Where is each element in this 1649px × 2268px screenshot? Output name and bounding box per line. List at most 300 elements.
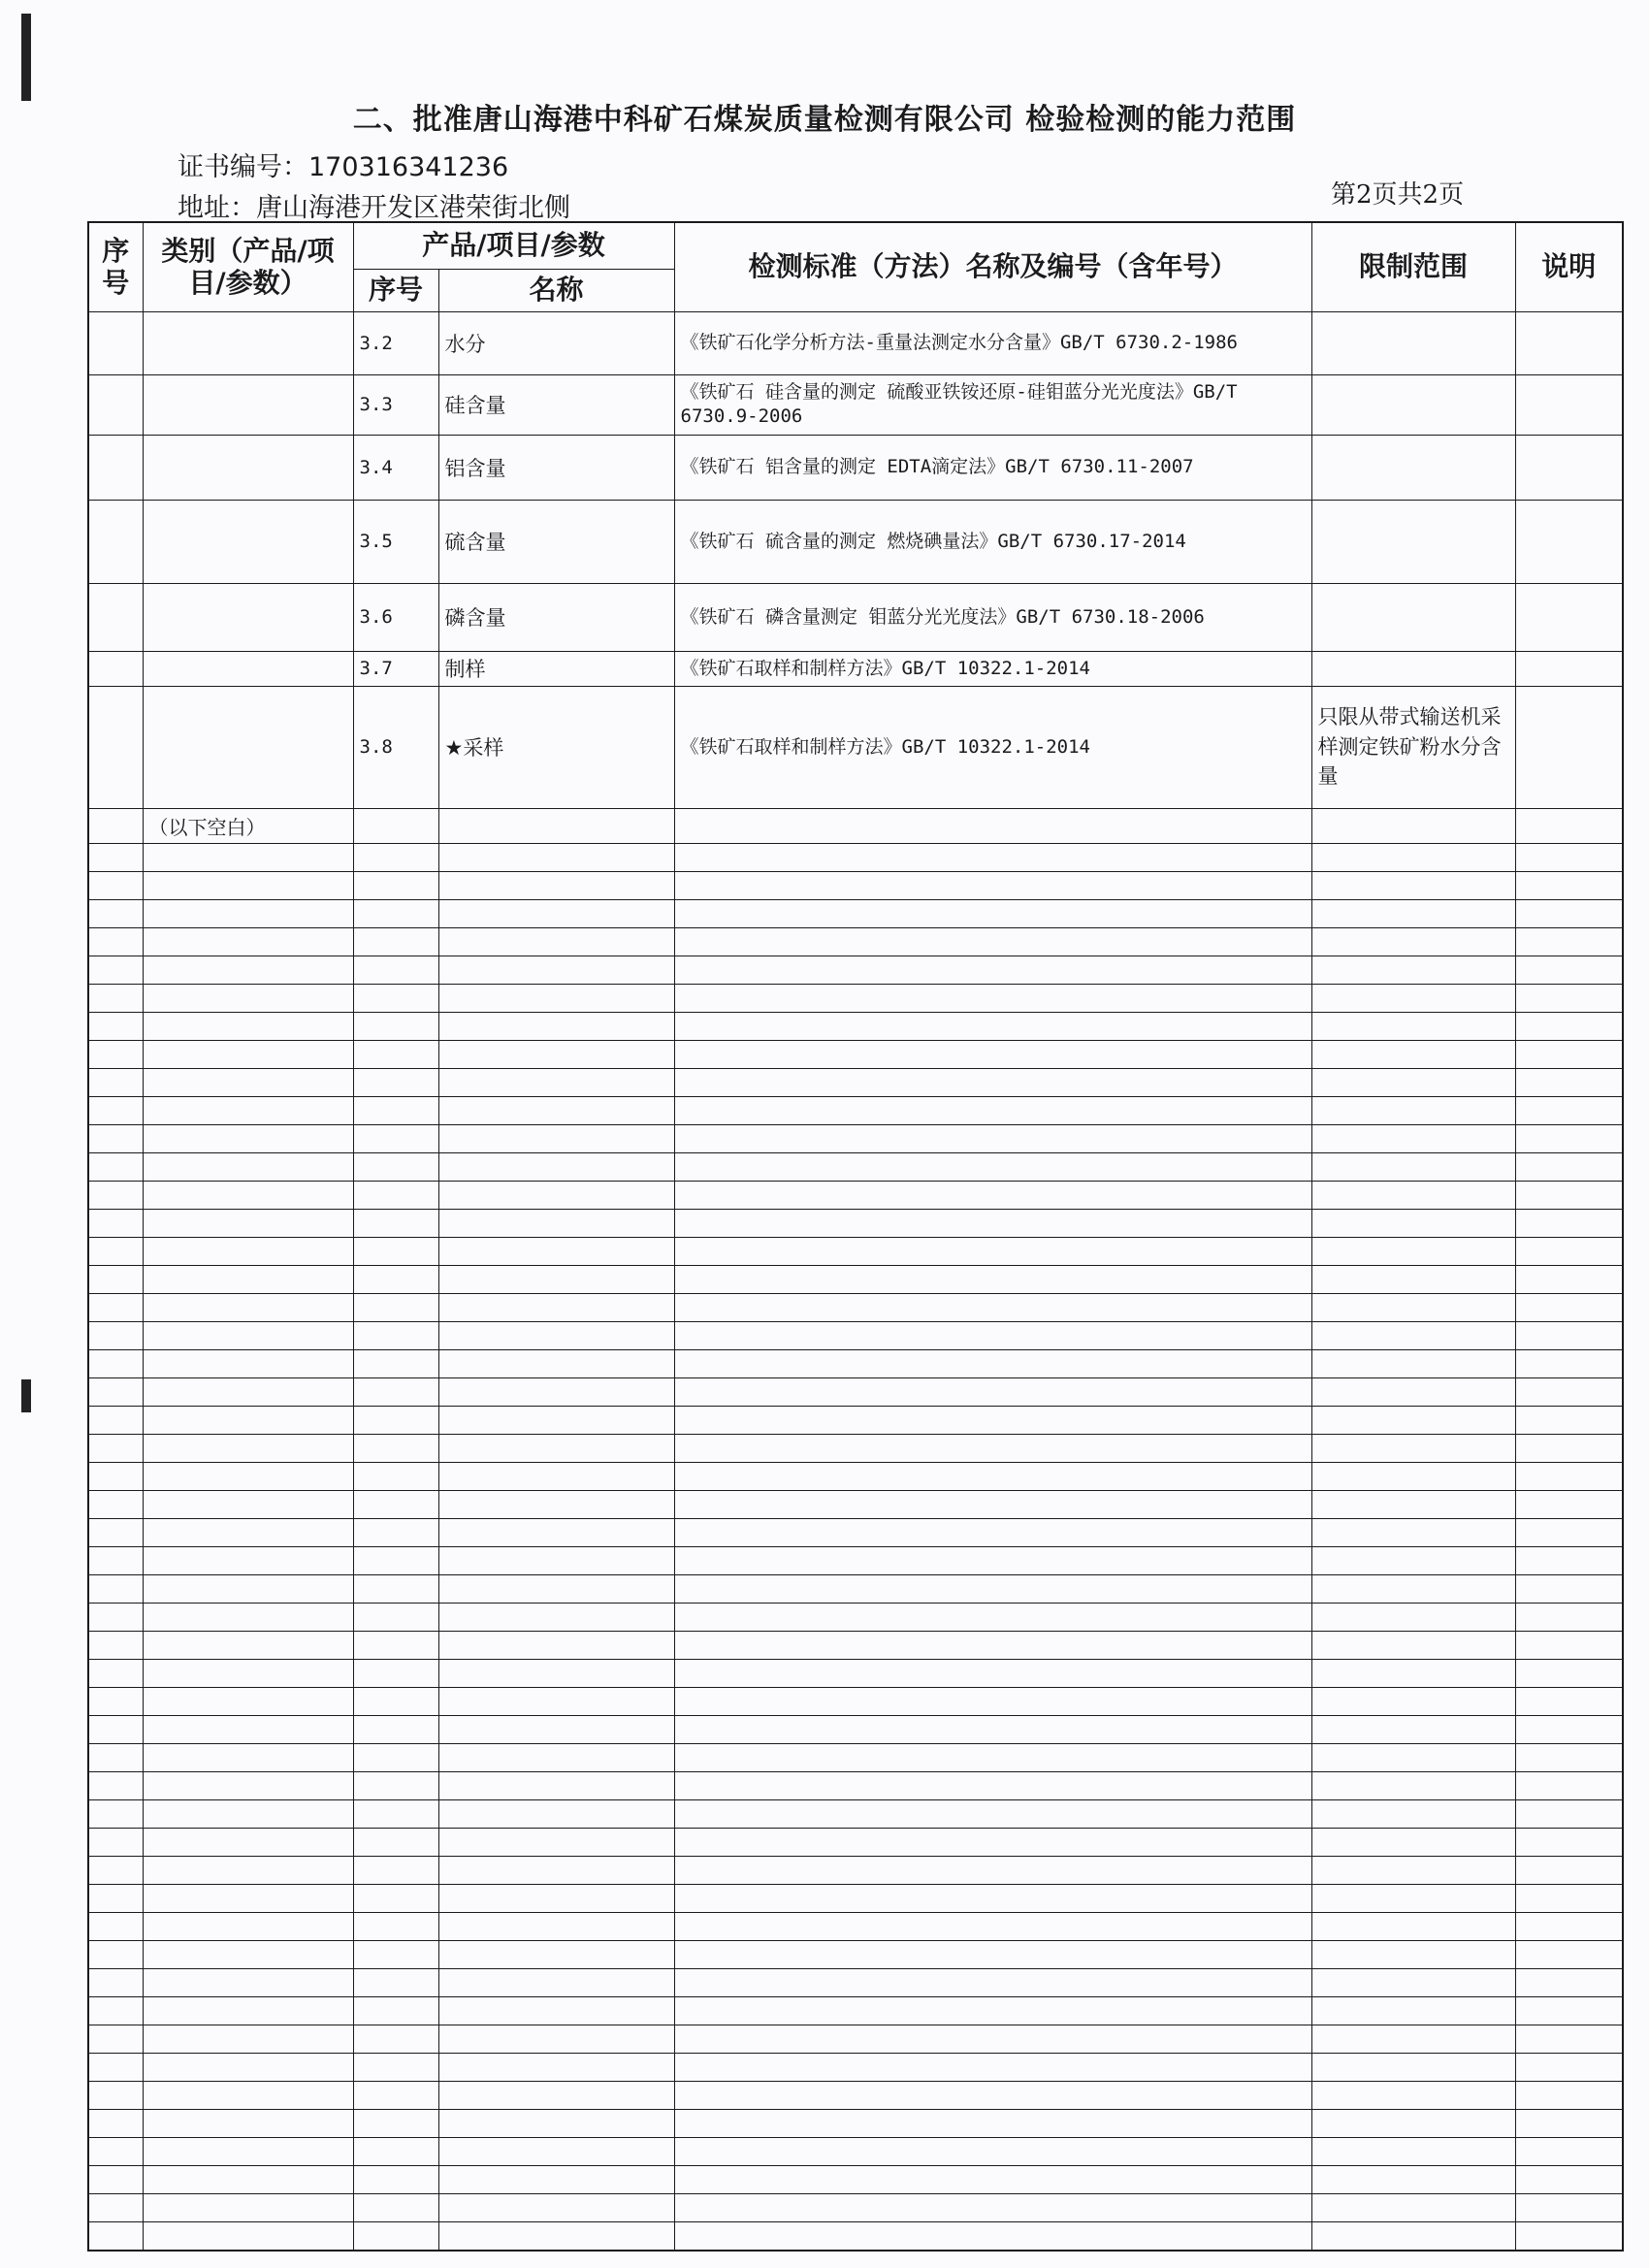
empty-cell [88, 1884, 143, 1912]
empty-cell [1515, 2137, 1623, 2165]
empty-cell [1311, 2081, 1515, 2109]
empty-cell [143, 956, 353, 984]
empty-cell [1515, 2025, 1623, 2053]
empty-cell [438, 1884, 674, 1912]
empty-cell [1515, 843, 1623, 871]
empty-cell [88, 2053, 143, 2081]
empty-cell [1311, 1124, 1515, 1152]
empty-cell [88, 1068, 143, 1096]
empty-cell [438, 1940, 674, 1968]
empty-cell [353, 2053, 438, 2081]
empty-cell [1311, 871, 1515, 899]
empty-cell [88, 984, 143, 1012]
empty-row [88, 1518, 1623, 1546]
address: 地址：唐山海港开发区港荣街北侧 [178, 193, 570, 223]
empty-cell [88, 1968, 143, 1996]
empty-cell [438, 1518, 674, 1546]
empty-cell [1311, 1096, 1515, 1124]
empty-row [88, 1659, 1623, 1687]
empty-cell [438, 1659, 674, 1687]
empty-cell [438, 2137, 674, 2165]
empty-cell [353, 1940, 438, 1968]
empty-cell [1515, 1490, 1623, 1518]
empty-cell [1311, 1912, 1515, 1940]
empty-cell [1515, 1209, 1623, 1237]
empty-cell [1311, 2165, 1515, 2193]
empty-cell [1311, 1434, 1515, 1462]
empty-cell [674, 1771, 1311, 1799]
empty-cell [143, 1152, 353, 1181]
empty-cell [88, 899, 143, 927]
empty-cell [1515, 1518, 1623, 1546]
empty-cell [1515, 1940, 1623, 1968]
empty-cell [143, 1040, 353, 1068]
empty-cell [438, 1068, 674, 1096]
empty-cell [1311, 1603, 1515, 1631]
empty-row [88, 1377, 1623, 1406]
empty-cell [1515, 1462, 1623, 1490]
empty-cell [674, 1799, 1311, 1828]
empty-cell [353, 1546, 438, 1574]
empty-row [88, 1040, 1623, 1068]
empty-cell [1311, 1293, 1515, 1321]
empty-cell [353, 1518, 438, 1546]
empty-cell [88, 1743, 143, 1771]
empty-cell [1515, 956, 1623, 984]
empty-cell [674, 1462, 1311, 1490]
empty-cell [1515, 2193, 1623, 2221]
empty-row [88, 1181, 1623, 1209]
empty-cell [438, 984, 674, 1012]
row-limit [1311, 374, 1515, 435]
empty-cell [438, 1040, 674, 1068]
empty-cell [674, 2081, 1311, 2109]
empty-cell [143, 1631, 353, 1659]
empty-cell [88, 2081, 143, 2109]
empty-cell [1515, 2081, 1623, 2109]
empty-cell [438, 1912, 674, 1940]
empty-cell [143, 2025, 353, 2053]
empty-cell [438, 1406, 674, 1434]
empty-cell [353, 1743, 438, 1771]
empty-cell [143, 1209, 353, 1237]
empty-cell [353, 1181, 438, 1209]
empty-cell [1515, 1687, 1623, 1715]
empty-cell [1515, 1349, 1623, 1377]
empty-cell [1311, 1743, 1515, 1771]
empty-cell [438, 1603, 674, 1631]
empty-cell [88, 1856, 143, 1884]
empty-cell [88, 1434, 143, 1462]
empty-cell [143, 2053, 353, 2081]
table-row [88, 686, 1623, 808]
empty-row [88, 1968, 1623, 1996]
empty-cell [353, 1631, 438, 1659]
page-indicator: 第2页共2页 [1331, 180, 1465, 210]
empty-row [88, 2221, 1623, 2251]
empty-row [88, 871, 1623, 899]
empty-cell [1311, 1152, 1515, 1181]
empty-cell [674, 1124, 1311, 1152]
empty-cell [143, 1096, 353, 1124]
empty-cell [143, 1349, 353, 1377]
empty-cell [88, 1771, 143, 1799]
empty-cell [353, 1096, 438, 1124]
table-row [88, 435, 1623, 500]
empty-cell [438, 1096, 674, 1124]
empty-cell [674, 2165, 1311, 2193]
empty-cell [438, 871, 674, 899]
empty-cell [88, 1546, 143, 1574]
empty-cell [1515, 1828, 1623, 1856]
empty-row [88, 1012, 1623, 1040]
empty-cell [143, 1124, 353, 1152]
empty-cell [674, 1377, 1311, 1406]
empty-cell [88, 2109, 143, 2137]
empty-row [88, 1828, 1623, 1856]
empty-cell [353, 1968, 438, 1996]
empty-cell [88, 1377, 143, 1406]
empty-row [88, 984, 1623, 1012]
empty-row [88, 2193, 1623, 2221]
empty-cell [353, 2025, 438, 2053]
empty-cell [1311, 1237, 1515, 1265]
empty-cell [438, 1771, 674, 1799]
empty-cell [438, 1349, 674, 1377]
empty-row [88, 1884, 1623, 1912]
empty-cell [88, 1462, 143, 1490]
row-sub-seq: 3.2 [353, 311, 438, 374]
empty-cell [88, 1012, 143, 1040]
empty-cell [674, 1828, 1311, 1856]
empty-cell [88, 1940, 143, 1968]
empty-cell [674, 1321, 1311, 1349]
empty-cell [143, 1321, 353, 1349]
empty-cell [143, 1856, 353, 1884]
empty-cell [353, 1293, 438, 1321]
empty-cell [438, 1631, 674, 1659]
empty-cell [674, 1743, 1311, 1771]
empty-cell [88, 1181, 143, 1209]
empty-cell [353, 2109, 438, 2137]
empty-cell [88, 1490, 143, 1518]
empty-cell [1311, 1687, 1515, 1715]
header-limit: 限制范围 [1311, 222, 1515, 311]
row-standard: 《铁矿石取样和制样方法》GB/T 10322.1-2014 [674, 686, 1311, 808]
empty-cell [438, 2221, 674, 2251]
empty-cell [143, 2165, 353, 2193]
empty-cell [1515, 1012, 1623, 1040]
row-name: 铝含量 [438, 435, 674, 500]
empty-cell [353, 1996, 438, 2025]
empty-cell [88, 1349, 143, 1377]
empty-row [88, 1912, 1623, 1940]
empty-cell [353, 1771, 438, 1799]
header-category: 类别（产品/项目/参数） [143, 222, 353, 311]
empty-cell [674, 1968, 1311, 1996]
empty-cell [1515, 1884, 1623, 1912]
empty-cell [674, 2109, 1311, 2137]
empty-cell [143, 2109, 353, 2137]
empty-cell [1311, 1996, 1515, 2025]
empty-cell [88, 1152, 143, 1181]
empty-cell [1311, 1518, 1515, 1546]
table-row [88, 500, 1623, 583]
empty-row [88, 1349, 1623, 1377]
empty-row [88, 1940, 1623, 1968]
empty-cell [1311, 2137, 1515, 2165]
row-sub-seq: 3.5 [353, 500, 438, 583]
empty-cell [1311, 1659, 1515, 1687]
empty-cell [674, 2025, 1311, 2053]
empty-cell [1515, 2221, 1623, 2251]
empty-cell [353, 1462, 438, 1490]
empty-cell [674, 1181, 1311, 1209]
row-sub-seq: 3.6 [353, 583, 438, 651]
empty-cell [438, 2053, 674, 2081]
empty-cell [674, 1237, 1311, 1265]
empty-row [88, 1096, 1623, 1124]
empty-cell [1311, 1068, 1515, 1096]
empty-cell [674, 1209, 1311, 1237]
empty-cell [1515, 1799, 1623, 1828]
empty-cell [438, 956, 674, 984]
empty-cell [143, 1940, 353, 1968]
table-row [88, 583, 1623, 651]
empty-cell [1515, 1996, 1623, 2025]
empty-cell [1311, 1771, 1515, 1799]
empty-cell [353, 1856, 438, 1884]
empty-cell [1515, 2165, 1623, 2193]
empty-row [88, 2081, 1623, 2109]
row-standard: 《铁矿石 硫含量的测定 燃烧碘量法》GB/T 6730.17-2014 [674, 500, 1311, 583]
empty-cell [1311, 1321, 1515, 1349]
empty-cell [674, 1912, 1311, 1940]
empty-cell [1515, 1771, 1623, 1799]
empty-cell [1515, 1265, 1623, 1293]
empty-cell [88, 1124, 143, 1152]
empty-cell [674, 1434, 1311, 1462]
empty-cell [1515, 1631, 1623, 1659]
empty-row [88, 1771, 1623, 1799]
row-limit [1311, 583, 1515, 651]
empty-cell [353, 2193, 438, 2221]
empty-cell [88, 1293, 143, 1321]
empty-cell [143, 1406, 353, 1434]
empty-row [88, 1996, 1623, 2025]
empty-cell [1515, 1096, 1623, 1124]
empty-cell [438, 1152, 674, 1181]
empty-row [88, 927, 1623, 956]
empty-cell [438, 1574, 674, 1603]
empty-cell [88, 1237, 143, 1265]
empty-cell [143, 1912, 353, 1940]
empty-cell [1515, 1912, 1623, 1940]
empty-cell [88, 1687, 143, 1715]
empty-cell [143, 1968, 353, 1996]
row-standard: 《铁矿石 磷含量测定 钼蓝分光光度法》GB/T 6730.18-2006 [674, 583, 1311, 651]
empty-cell [674, 2221, 1311, 2251]
empty-cell [438, 899, 674, 927]
empty-row [88, 1124, 1623, 1152]
empty-cell [88, 2165, 143, 2193]
empty-cell [438, 1124, 674, 1152]
empty-cell [143, 1293, 353, 1321]
empty-cell [1311, 1828, 1515, 1856]
empty-cell [353, 1406, 438, 1434]
row-standard: 《铁矿石 铝含量的测定 EDTA滴定法》GB/T 6730.11-2007 [674, 435, 1311, 500]
empty-cell [674, 1940, 1311, 1968]
empty-cell [1311, 2193, 1515, 2221]
empty-cell [1311, 1799, 1515, 1828]
empty-row [88, 1799, 1623, 1828]
row-name: 磷含量 [438, 583, 674, 651]
empty-cell [438, 1265, 674, 1293]
empty-row [88, 1574, 1623, 1603]
empty-cell [143, 871, 353, 899]
empty-cell [674, 2053, 1311, 2081]
row-name: 水分 [438, 311, 674, 374]
empty-cell [143, 1377, 353, 1406]
header-remark: 说明 [1515, 222, 1623, 311]
empty-cell [438, 1828, 674, 1856]
empty-cell [1311, 984, 1515, 1012]
empty-row [88, 1687, 1623, 1715]
header-name: 名称 [438, 269, 674, 311]
empty-cell [674, 1715, 1311, 1743]
empty-row [88, 899, 1623, 927]
empty-row [88, 1462, 1623, 1490]
table-row [88, 374, 1623, 435]
empty-cell [143, 984, 353, 1012]
empty-cell [1515, 1237, 1623, 1265]
empty-cell [143, 1828, 353, 1856]
header-sub-seq: 序号 [353, 269, 438, 311]
row-limit [1311, 311, 1515, 374]
table-row [88, 311, 1623, 374]
certificate-number: 证书编号：170316341236 [178, 152, 509, 182]
empty-cell [1311, 843, 1515, 871]
empty-cell [1311, 1265, 1515, 1293]
empty-row [88, 2053, 1623, 2081]
empty-cell [1311, 1462, 1515, 1490]
row-limit: 只限从带式输送机采样测定铁矿粉水分含量 [1311, 686, 1515, 808]
empty-cell [88, 2193, 143, 2221]
empty-cell [1515, 899, 1623, 927]
empty-cell [438, 927, 674, 956]
empty-cell [353, 1152, 438, 1181]
empty-cell [674, 2193, 1311, 2221]
empty-cell [1311, 1884, 1515, 1912]
row-name: 硅含量 [438, 374, 674, 435]
empty-cell [1311, 1856, 1515, 1884]
empty-row [88, 1265, 1623, 1293]
empty-row [88, 1490, 1623, 1518]
empty-cell [674, 1856, 1311, 1884]
row-sub-seq: 3.7 [353, 651, 438, 686]
empty-cell [674, 1996, 1311, 2025]
empty-cell [353, 956, 438, 984]
empty-cell [88, 1715, 143, 1743]
empty-cell [143, 1743, 353, 1771]
empty-cell [143, 1237, 353, 1265]
empty-cell [143, 1574, 353, 1603]
empty-cell [674, 899, 1311, 927]
page-title: 二、批准唐山海港中科矿石煤炭质量检测有限公司 检验检测的能力范围 [352, 103, 1297, 137]
empty-cell [1311, 1715, 1515, 1743]
empty-row [88, 1406, 1623, 1434]
empty-cell [438, 1321, 674, 1349]
empty-cell [438, 1715, 674, 1743]
empty-cell [353, 2137, 438, 2165]
empty-cell [88, 1040, 143, 1068]
empty-row [88, 956, 1623, 984]
empty-cell [674, 1659, 1311, 1687]
empty-cell [143, 1012, 353, 1040]
empty-cell [438, 1996, 674, 2025]
empty-row [88, 2165, 1623, 2193]
empty-cell [1311, 1940, 1515, 1968]
empty-row [88, 2025, 1623, 2053]
row-standard: 《铁矿石取样和制样方法》GB/T 10322.1-2014 [674, 651, 1311, 686]
empty-cell [438, 1968, 674, 1996]
empty-row [88, 1715, 1623, 1743]
empty-cell [1515, 2053, 1623, 2081]
empty-cell [1515, 1152, 1623, 1181]
empty-cell [88, 1996, 143, 2025]
empty-cell [88, 1799, 143, 1828]
empty-cell [1311, 956, 1515, 984]
empty-cell [674, 843, 1311, 871]
row-limit [1311, 500, 1515, 583]
empty-cell [1515, 1743, 1623, 1771]
empty-cell [1311, 1040, 1515, 1068]
empty-cell [1311, 899, 1515, 927]
empty-cell [143, 2137, 353, 2165]
empty-cell [438, 1546, 674, 1574]
empty-cell [353, 1012, 438, 1040]
empty-cell [353, 1828, 438, 1856]
empty-cell [1515, 927, 1623, 956]
empty-cell [353, 1124, 438, 1152]
scan-edge-mark [21, 14, 31, 101]
empty-cell [353, 871, 438, 899]
empty-cell [353, 1434, 438, 1462]
empty-cell [1311, 2109, 1515, 2137]
empty-cell [1311, 1181, 1515, 1209]
empty-row [88, 843, 1623, 871]
empty-cell [353, 899, 438, 927]
empty-cell [674, 2137, 1311, 2165]
empty-cell [143, 843, 353, 871]
empty-row [88, 1152, 1623, 1181]
empty-cell [1311, 1968, 1515, 1996]
empty-cell [353, 1377, 438, 1406]
empty-cell [1515, 871, 1623, 899]
empty-cell [353, 1687, 438, 1715]
empty-cell [438, 843, 674, 871]
empty-cell [1515, 1406, 1623, 1434]
empty-cell [88, 1321, 143, 1349]
empty-row [88, 1856, 1623, 1884]
empty-cell [353, 1603, 438, 1631]
empty-cell [438, 1377, 674, 1406]
empty-cell [88, 2221, 143, 2251]
empty-cell [88, 1518, 143, 1546]
empty-cell [1515, 1715, 1623, 1743]
empty-cell [438, 2193, 674, 2221]
empty-cell [88, 2025, 143, 2053]
